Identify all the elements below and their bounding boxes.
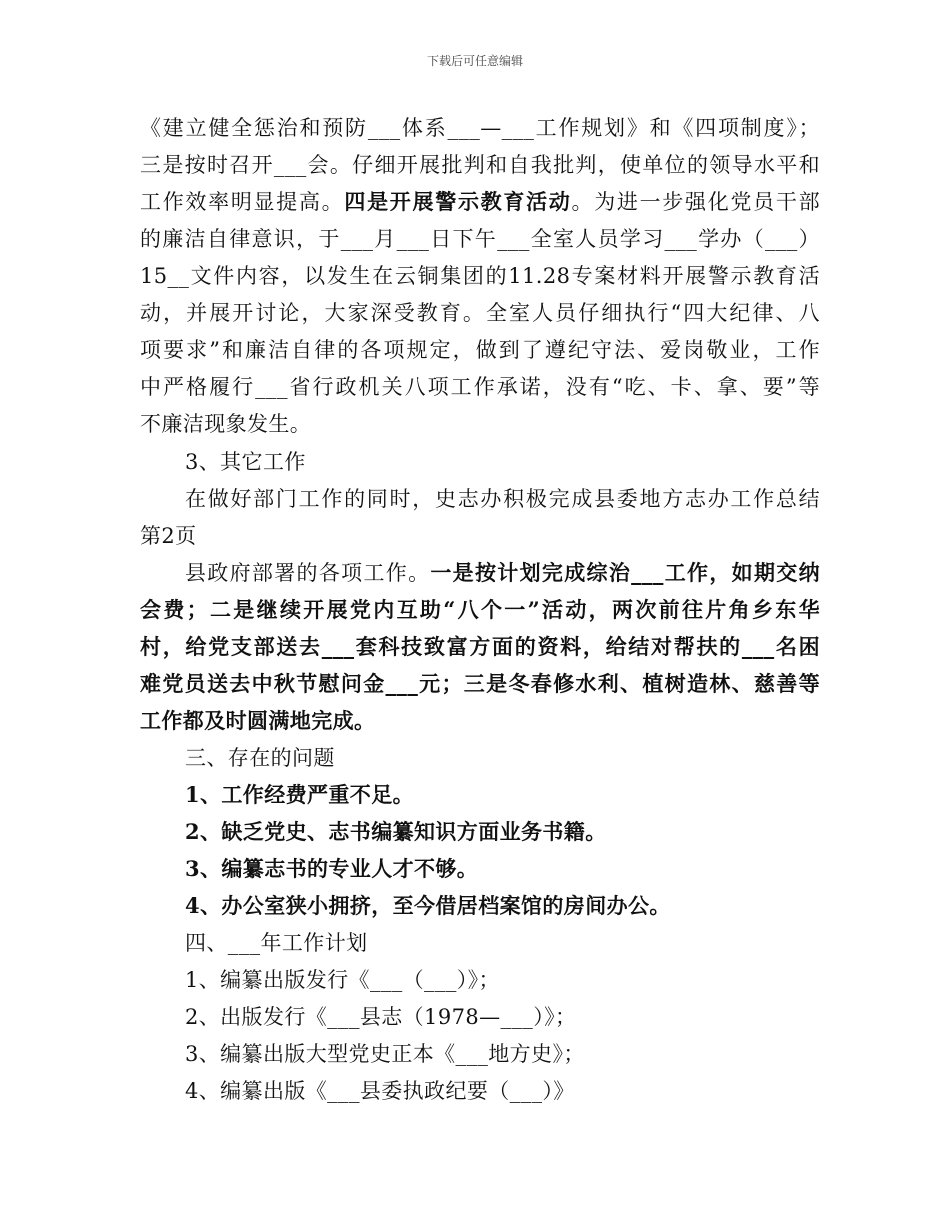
text-line: 难党员送去中秋节慰问金___元；三是冬春修水利、植树造林、慈善等 — [140, 671, 820, 696]
text-span: 工作效率明显提高。 — [140, 190, 345, 214]
text-line: 15__文件内容，以发生在云铜集团的11.28专案材料开展警示教育活 — [140, 264, 820, 288]
list-item: 1、工作经费严重不足。 — [185, 782, 415, 807]
text-span: 。为进一步强化党员干部 — [571, 190, 820, 214]
list-item: 3、编纂志书的专业人才不够。 — [185, 856, 479, 881]
text-line: 不廉洁现象发生。 — [140, 412, 312, 436]
list-item: 4、编纂出版《___县委执政纪要（___）》 — [185, 1079, 575, 1103]
list-item: 4、办公室狭小拥挤，至今借居档案馆的房间办公。 — [185, 893, 671, 918]
text-line: 三是按时召开___会。仔细开展批判和自我批判，使单位的领导水平和 — [140, 153, 820, 177]
text-line — [185, 558, 820, 588]
text-line: 项要求”和廉洁自律的各项规定，做到了遵纪守法、爱岗敬业，工作 — [140, 338, 820, 362]
text-line: 《建立健全惩治和预防___体系___—___工作规划》和《四项制度》； — [140, 116, 820, 140]
bold-heading-span: 四是开展警示教育活动 — [344, 189, 572, 214]
text-line: 中严格履行___省行政机关八项工作承诺，没有“吃、卡、拿、要”等 — [140, 375, 820, 399]
section-heading: 四、___年工作计划 — [185, 931, 368, 955]
text-line: 的廉洁自律意识，于___月___日下午___全室人员学习___学办（___） — [140, 227, 820, 251]
list-item: 2、出版发行《___县志（1978—___）》； — [185, 1005, 577, 1029]
page-header: 下载后可任意编辑 — [426, 54, 523, 68]
list-item: 3、编纂出版大型党史正本《___地方史》； — [185, 1042, 585, 1066]
bold-text-span: 一是按计划完成综治___工作，如期交纳 — [430, 560, 820, 585]
text-line: 会费；二是继续开展党内互助“八个一”活动，两次前往片角乡东华 — [140, 597, 820, 622]
text-span: 县政府部署的各项工作。 — [185, 561, 431, 585]
page-number: 第2页 — [140, 524, 197, 548]
text-line — [140, 187, 820, 217]
text-line: 在做好部门工作的同时，史志办积极完成县委地方志办工作总结 — [185, 487, 820, 511]
list-item: 1、编纂出版发行《___（___）》； — [185, 968, 500, 992]
section-heading: 三、存在的问题 — [185, 746, 335, 770]
text-line: 工作都及时圆满地完成。 — [140, 708, 376, 733]
text-line: 动，并展开讨论，大家深受教育。全室人员仔细执行“四大纪律、八 — [140, 301, 820, 325]
section-heading: 3、其它工作 — [185, 450, 306, 474]
list-item: 2、缺乏党史、志书编纂知识方面业务书籍。 — [185, 819, 607, 844]
text-line: 村，给党支部送去___套科技致富方面的资料，给结对帮扶的___名困 — [140, 634, 820, 659]
